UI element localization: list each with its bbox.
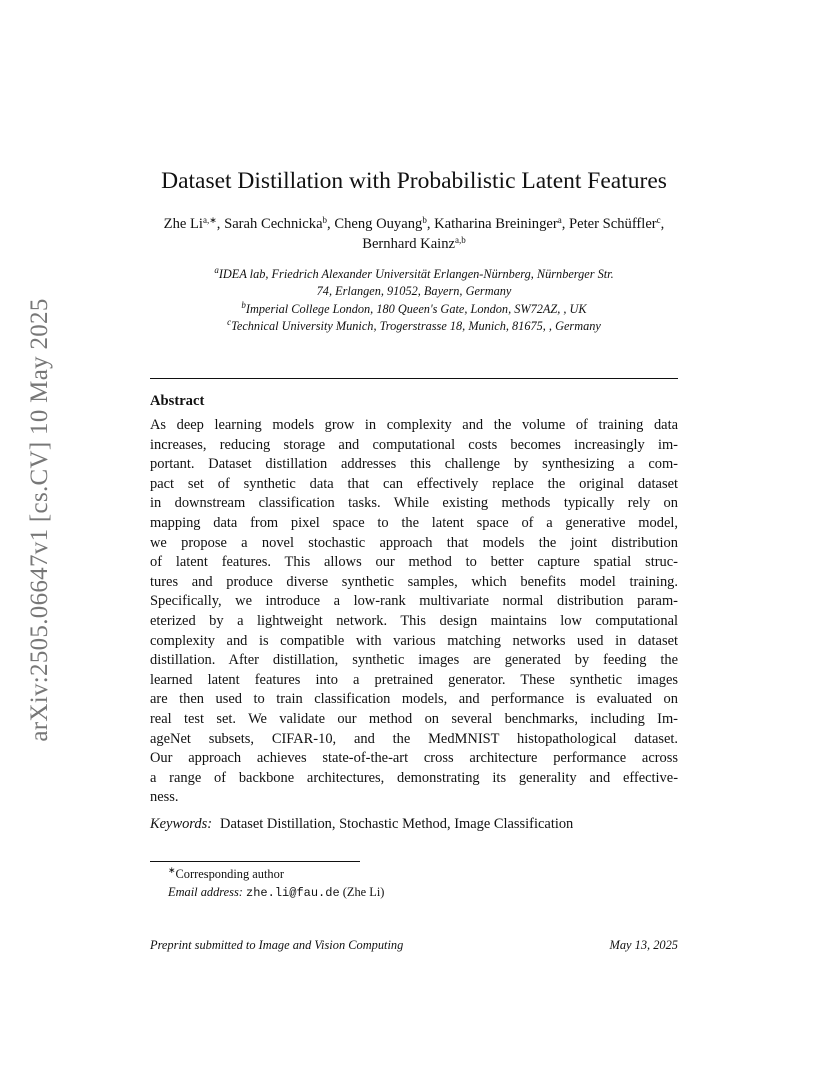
abstract-line: distillation. After distillation, synthetic images are generated by feeding the	[150, 652, 678, 669]
paper-title: Dataset Distillation with Probabilistic Latent Features	[161, 168, 667, 194]
abstract-line: ageNet subsets, CIFAR-10, and the MedMNIST histopathological dataset.	[150, 730, 678, 747]
abstract-heading: Abstract	[150, 393, 205, 409]
author: Peter Schüffler$^c$,	[569, 215, 665, 232]
footnotes	[168, 866, 384, 902]
abstract-line: in downstream classification tasks. While existing methods typically rely on	[150, 495, 678, 512]
affiliation-a: $^a$IDEA lab, Friedrich Alexander Universität Erlangen-Nürnberg, Nürnberger Str.	[214, 265, 614, 281]
abstract-line: increases, reducing storage and computational costs becomes increasingly im-	[150, 436, 678, 453]
abstract-line: learned latent features into a pretrained generator. These synthetic images	[150, 671, 678, 688]
author: Sarah Cechnicka$^b$,	[224, 215, 335, 232]
abstract-line: a range of backbone architectures, demonstrating its generality and effective-	[150, 769, 678, 786]
affiliation-c: $^c$Technical University Munich, Trogerstrasse 18, Munich, 81675, , Germany	[227, 316, 601, 333]
abstract-line: real test set. We validate our method on several benchmarks, including Im-	[150, 710, 678, 727]
author: Zhe $Li^{a,∗}$,	[163, 215, 225, 232]
abstract-line: are then used to train classification models, and performance is evaluated on	[150, 691, 678, 708]
abstract-line: mapping data from pixel space to the latent space of a generative model,	[150, 514, 678, 531]
abstract-line: As deep learning models grow in complexity and the volume of training data	[150, 417, 678, 433]
abstract-line: we propose a novel stochastic approach that models the joint distribution	[150, 534, 678, 551]
email-link[interactable]: zhe.li@fau.de	[246, 885, 340, 900]
abstract-line: pact set of synthetic data that can effectively replace the original dataset	[150, 475, 678, 492]
abstract-line: eterized by a lightweight network. This design maintains low computational	[150, 612, 678, 629]
preprint-note: Preprint submitted to Image and Vision Computing	[150, 938, 404, 952]
author: Katharina Breininger$^a$,	[434, 215, 569, 232]
affiliation-b: $^b$Imperial College London, 180 Queen's Gate, London, SW72AZ, , UK	[241, 299, 587, 316]
affiliations	[150, 266, 678, 335]
author-list	[150, 214, 678, 254]
abstract-line: tures and produce diverse synthetic samples, which benefits model training.	[150, 573, 678, 590]
keywords-text: Dataset Distillation, Stochastic Method, Image Classification	[220, 816, 574, 832]
arxiv-sidebar	[22, 280, 58, 760]
abstract-top-rule	[150, 378, 678, 379]
email-note: Email address: zhe.li@fau.de (Zhe Li)	[168, 884, 385, 900]
arxiv-identifier: arXiv:2505.06647v1 [cs.CV] 10 May 2025	[26, 298, 53, 742]
abstract-line: ness.	[150, 789, 179, 806]
abstract-line: of latent features. This allows our method to better capture spatial struc-	[150, 554, 678, 571]
corresponding-author-note: ∗Corresponding author	[168, 865, 284, 881]
footnote-rule	[150, 861, 360, 862]
affiliation-a-continued: 74, Erlangen, 91052, Bayern, Germany	[316, 284, 512, 299]
keywords	[150, 816, 573, 833]
keywords-label: Keywords:	[150, 816, 213, 832]
abstract-line: complexity and is compatible with various matching networks used in dataset	[150, 632, 678, 649]
footer-date: May 13, 2025	[609, 938, 678, 952]
abstract-line: portant. Dataset distillation addresses this challenge by synthesizing a com-	[150, 456, 678, 473]
abstract-line: Specifically, we introduce a low-rank multivariate normal distribution param-	[150, 593, 678, 610]
author: Cheng Ouyang$^b$,	[334, 215, 435, 232]
abstract-line: Our approach achieves state-of-the-art cross architecture performance across	[150, 750, 678, 767]
abstract-body	[150, 416, 678, 808]
author: Bernhard Kainz$^{a,b}$	[362, 235, 466, 252]
